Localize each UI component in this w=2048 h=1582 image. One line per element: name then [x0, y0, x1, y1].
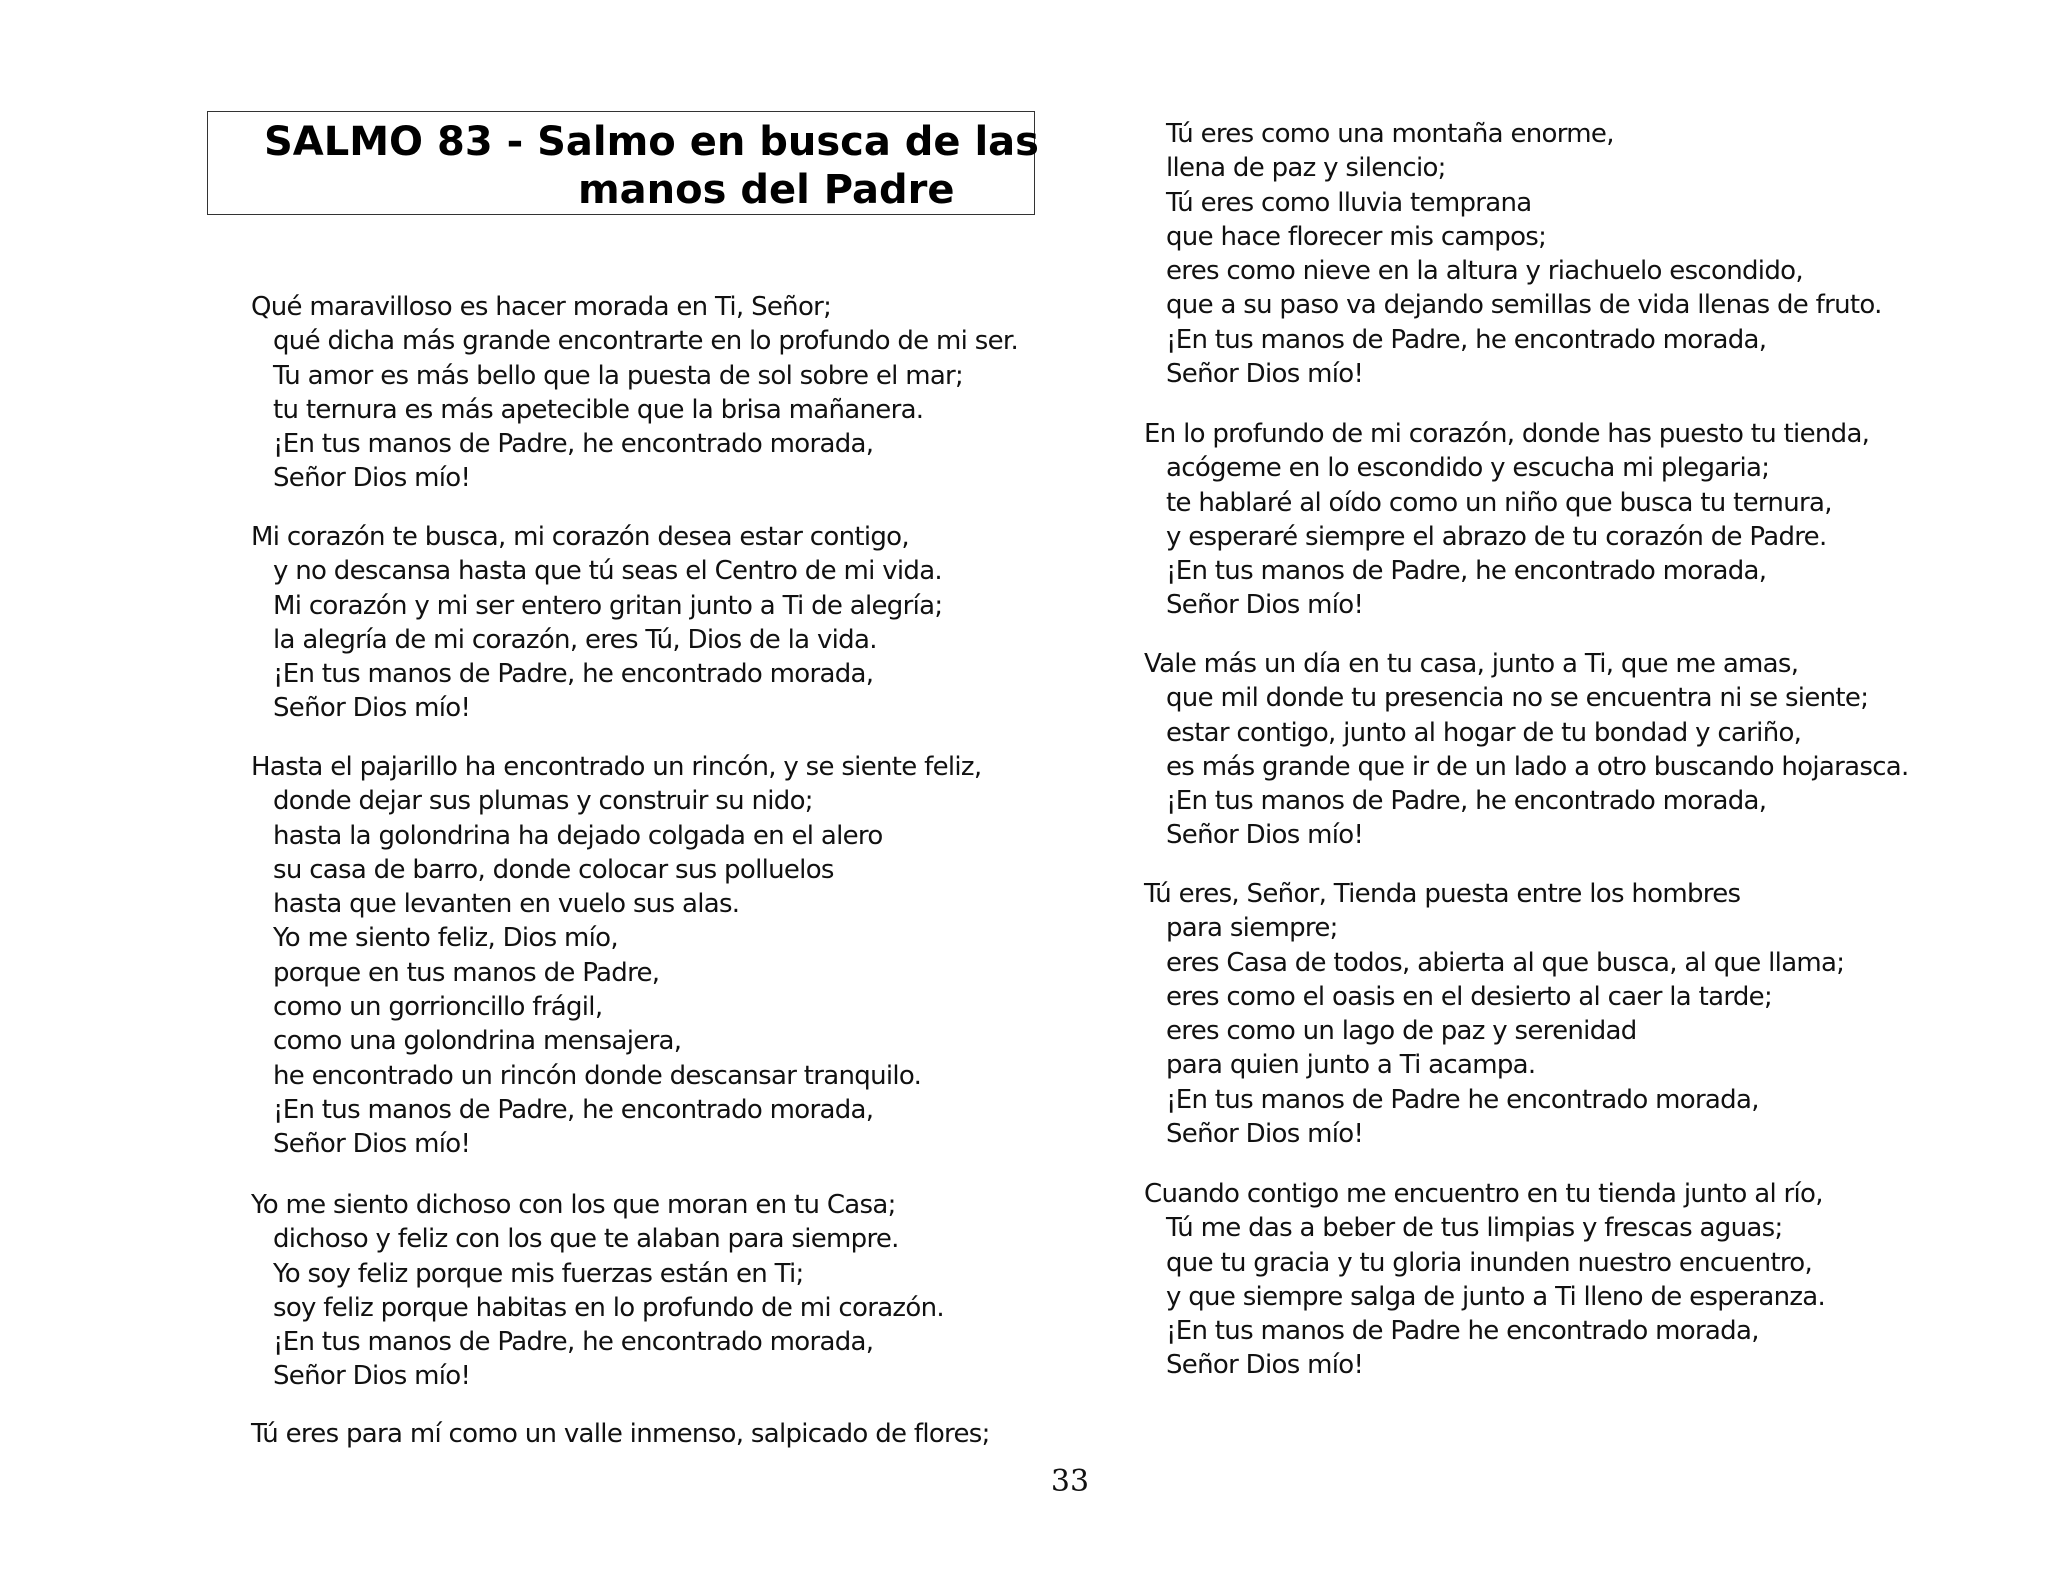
verse-line: Tú eres como una montaña enorme,	[1166, 119, 1614, 149]
verse-line: ¡En tus manos de Padre, he encontrado morada,	[273, 1094, 874, 1125]
stanza	[251, 290, 1018, 496]
verse-line: te hablaré al oído como un niño que busca tu ternura,	[1166, 487, 1832, 518]
verse-line: Señor Dios mío!	[273, 1129, 471, 1160]
verse-line: Yo soy feliz porque mis fuerzas están en Ti;	[273, 1258, 804, 1289]
title-line-2: manos del Padre	[578, 167, 955, 213]
verse-line: para siempre;	[1166, 913, 1338, 944]
verse-line: Vale más un día en tu casa, junto a Ti, que me amas,	[1144, 649, 1799, 679]
verse-line: y esperaré siempre el abrazo de tu corazón de Padre.	[1166, 521, 1827, 552]
verse-line: ¡En tus manos de Padre, he encontrado morada,	[1166, 786, 1767, 817]
verse-line: eres como nieve en la altura y riachuelo escondido,	[1166, 256, 1803, 287]
verse-line: Señor Dios mío!	[1166, 820, 1364, 851]
verse-line: llena de paz y silencio;	[1166, 153, 1446, 184]
stanza	[1144, 417, 1869, 623]
verse-line: Hasta el pajarillo ha encontrado un rincón, y se siente feliz,	[251, 752, 982, 782]
verse-line: soy feliz porque habitas en lo profundo de mi corazón.	[273, 1292, 944, 1323]
stanza	[1144, 647, 1909, 853]
verse-line: Mi corazón te busca, mi corazón desea estar contigo,	[251, 522, 909, 552]
verse-line: ¡En tus manos de Padre, he encontrado morada,	[273, 429, 874, 460]
verse-line: para quien junto a Ti acampa.	[1166, 1050, 1536, 1081]
verse-line: hasta la golondrina ha dejado colgada en el alero	[273, 820, 883, 851]
verse-line: En lo profundo de mi corazón, donde has puesto tu tienda,	[1144, 419, 1870, 449]
verse-line: dichoso y feliz con los que te alaban para siempre.	[273, 1224, 899, 1255]
verse-line: Señor Dios mío!	[273, 693, 471, 724]
verse-line: qué dicha más grande encontrarte en lo profundo de mi ser.	[273, 326, 1019, 357]
verse-line: eres como el oasis en el desierto al caer la tarde;	[1166, 981, 1773, 1012]
stanza	[251, 1188, 944, 1394]
verse-line: he encontrado un rincón donde descansar tranquilo.	[273, 1060, 922, 1091]
verse-line: Tú me das a beber de tus limpias y frescas aguas;	[1166, 1213, 1783, 1244]
title-box	[207, 111, 1039, 215]
stanza	[1144, 117, 1882, 391]
verse-line: Tu amor es más bello que la puesta de sol sobre el mar;	[273, 360, 964, 391]
verse-line: porque en tus manos de Padre,	[273, 957, 660, 988]
verse-line: y que siempre salga de junto a Ti lleno de esperanza.	[1166, 1281, 1826, 1312]
stanza	[251, 750, 981, 1162]
verse-line: Yo me siento dichoso con los que moran en tu Casa;	[251, 1190, 896, 1220]
verse-line: acógeme en lo escondido y escucha mi plegaria;	[1166, 453, 1770, 484]
verse-line: Señor Dios mío!	[1166, 590, 1364, 621]
verse-line: Cuando contigo me encuentro en tu tienda junto al río,	[1144, 1179, 1823, 1209]
verse-line: ¡En tus manos de Padre, he encontrado morada,	[1166, 556, 1767, 587]
verse-line: eres como un lago de paz y serenidad	[1166, 1016, 1637, 1047]
verse-line: donde dejar sus plumas y construir su nido;	[273, 786, 813, 817]
verse-line: su casa de barro, donde colocar sus polluelos	[273, 854, 834, 885]
verse-line: Tú eres como lluvia temprana	[1166, 187, 1532, 218]
verse-line: estar contigo, junto al hogar de tu bondad y cariño,	[1166, 717, 1802, 748]
title-line-1: SALMO 83 - Salmo en busca de las	[264, 119, 1039, 165]
verse-line: Señor Dios mío!	[1166, 1350, 1364, 1381]
verse-line: ¡En tus manos de Padre, he encontrado morada,	[273, 1327, 874, 1358]
verse-line: como un gorrioncillo frágil,	[273, 992, 603, 1023]
verse-line: Yo me siento feliz, Dios mío,	[273, 923, 618, 954]
verse-line: ¡En tus manos de Padre, he encontrado morada,	[273, 659, 874, 690]
verse-line: ¡En tus manos de Padre he encontrado morada,	[1166, 1316, 1759, 1347]
verse-line: tu ternura es más apetecible que la brisa mañanera.	[273, 394, 924, 425]
verse-line: eres Casa de todos, abierta al que busca, al que llama;	[1166, 947, 1845, 978]
verse-line: Tú eres, Señor, Tienda puesta entre los hombres	[1144, 879, 1741, 909]
stanza	[251, 1417, 990, 1451]
verse-line: Señor Dios mío!	[1166, 359, 1364, 390]
stanza	[1144, 1177, 1825, 1383]
verse-line: Qué maravilloso es hacer morada en Ti, Señor;	[251, 292, 832, 322]
verse-line: como una golondrina mensajera,	[273, 1026, 682, 1057]
verse-line: que tu gracia y tu gloria inunden nuestro encuentro,	[1166, 1247, 1813, 1278]
verse-line: y no descansa hasta que tú seas el Centro de mi vida.	[273, 556, 943, 587]
verse-line: Mi corazón y mi ser entero gritan junto a Ti de alegría;	[273, 590, 943, 621]
verse-line: ¡En tus manos de Padre, he encontrado morada,	[1166, 324, 1767, 355]
verse-line: que a su paso va dejando semillas de vida llenas de fruto.	[1166, 290, 1882, 321]
verse-line: ¡En tus manos de Padre he encontrado morada,	[1166, 1084, 1759, 1115]
verse-line: que hace florecer mis campos;	[1166, 221, 1547, 252]
verse-line: Señor Dios mío!	[273, 1361, 471, 1392]
verse-line: Tú eres para mí como un valle inmenso, salpicado de flores;	[251, 1419, 990, 1449]
verse-line: Señor Dios mío!	[273, 463, 471, 494]
verse-line: hasta que levanten en vuelo sus alas.	[273, 889, 740, 920]
verse-line: es más grande que ir de un lado a otro buscando hojarasca.	[1166, 751, 1909, 782]
page-number: 33	[1050, 1464, 1090, 1499]
stanza	[251, 520, 942, 726]
verse-line: la alegría de mi corazón, eres Tú, Dios de la vida.	[273, 624, 877, 655]
stanza	[1144, 877, 1844, 1151]
verse-line: que mil donde tu presencia no se encuentra ni se siente;	[1166, 683, 1869, 714]
verse-line: Señor Dios mío!	[1166, 1119, 1364, 1150]
